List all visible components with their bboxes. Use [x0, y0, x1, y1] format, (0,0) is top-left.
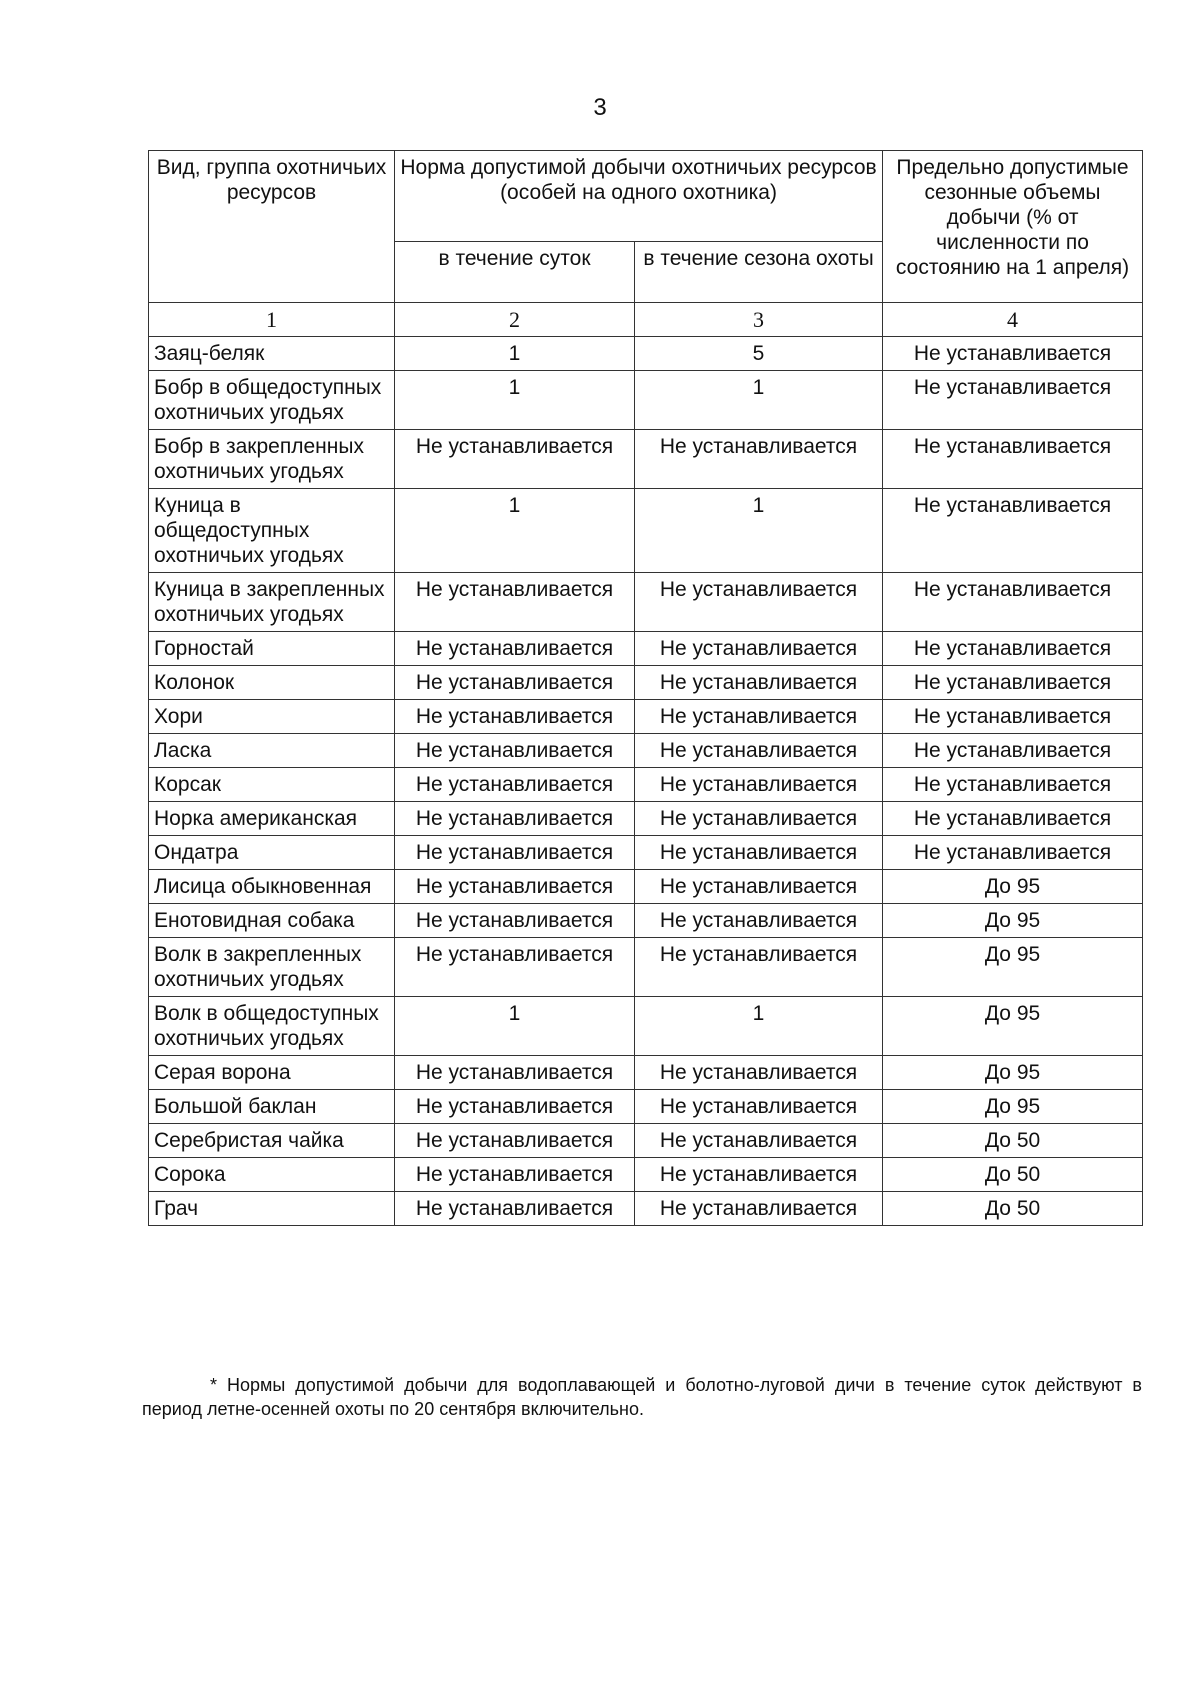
- seasonal-limit-cell: До 50: [883, 1192, 1143, 1226]
- species-cell: Енотовидная собака: [149, 904, 395, 938]
- table-row: [149, 768, 1143, 802]
- species-cell: Колонок: [149, 666, 395, 700]
- footnote: [142, 1373, 1142, 1421]
- per-season-cell: Не устанавливается: [635, 1192, 883, 1226]
- per-day-cell: Не устанавливается: [395, 700, 635, 734]
- table-row: [149, 904, 1143, 938]
- header-per-season: в течение сезона охоты: [635, 242, 883, 303]
- seasonal-limit-cell: Не устанавливается: [883, 573, 1143, 632]
- seasonal-limit-cell: До 95: [883, 870, 1143, 904]
- table-row: [149, 836, 1143, 870]
- column-number: 4: [883, 303, 1143, 337]
- species-cell: Горностай: [149, 632, 395, 666]
- per-season-cell: Не устанавливается: [635, 700, 883, 734]
- per-season-cell: Не устанавливается: [635, 734, 883, 768]
- species-cell: Куница в общедоступных охотничьих угодьях: [149, 489, 395, 573]
- per-season-cell: Не устанавливается: [635, 836, 883, 870]
- table-row: [149, 1056, 1143, 1090]
- per-season-cell: Не устанавливается: [635, 1090, 883, 1124]
- species-cell: Бобр в общедоступных охотничьих угодьях: [149, 371, 395, 430]
- table-row: [149, 573, 1143, 632]
- species-cell: Лисица обыкновенная: [149, 870, 395, 904]
- table-row: [149, 802, 1143, 836]
- header-species: Вид, группа охотничьих ресурсов: [149, 151, 395, 303]
- seasonal-limit-cell: Не устанавливается: [883, 371, 1143, 430]
- species-cell: Корсак: [149, 768, 395, 802]
- seasonal-limit-cell: До 50: [883, 1124, 1143, 1158]
- per-day-cell: 1: [395, 371, 635, 430]
- per-season-cell: Не устанавливается: [635, 870, 883, 904]
- table-row: [149, 1090, 1143, 1124]
- table-row: [149, 371, 1143, 430]
- table-row: [149, 700, 1143, 734]
- seasonal-limit-cell: До 95: [883, 1056, 1143, 1090]
- species-cell: Серебристая чайка: [149, 1124, 395, 1158]
- species-cell: Грач: [149, 1192, 395, 1226]
- per-day-cell: Не устанавливается: [395, 1090, 635, 1124]
- seasonal-limit-cell: До 95: [883, 997, 1143, 1056]
- species-cell: Серая ворона: [149, 1056, 395, 1090]
- per-day-cell: Не устанавливается: [395, 904, 635, 938]
- per-season-cell: Не устанавливается: [635, 1158, 883, 1192]
- seasonal-limit-cell: Не устанавливается: [883, 768, 1143, 802]
- column-number: 3: [635, 303, 883, 337]
- seasonal-limit-cell: До 95: [883, 938, 1143, 997]
- per-season-cell: Не устанавливается: [635, 1056, 883, 1090]
- per-day-cell: Не устанавливается: [395, 734, 635, 768]
- header-seasonal-limit: Предельно допустимые сезонные объемы добычи (% от численности по состоянию на 1 апреля): [883, 151, 1143, 303]
- species-cell: Бобр в закрепленных охотничьих угодьях: [149, 430, 395, 489]
- per-day-cell: Не устанавливается: [395, 666, 635, 700]
- per-day-cell: Не устанавливается: [395, 938, 635, 997]
- seasonal-limit-cell: До 50: [883, 1158, 1143, 1192]
- species-cell: Заяц-беляк: [149, 337, 395, 371]
- per-season-cell: Не устанавливается: [635, 768, 883, 802]
- per-day-cell: 1: [395, 489, 635, 573]
- per-day-cell: Не устанавливается: [395, 632, 635, 666]
- seasonal-limit-cell: До 95: [883, 1090, 1143, 1124]
- species-cell: Хори: [149, 700, 395, 734]
- table-row: [149, 997, 1143, 1056]
- seasonal-limit-cell: Не устанавливается: [883, 632, 1143, 666]
- header-norm: Норма допустимой добычи охотничьих ресурсов (особей на одного охотника): [395, 151, 883, 242]
- species-cell: Ондатра: [149, 836, 395, 870]
- table-row: [149, 337, 1143, 371]
- table-row: [149, 430, 1143, 489]
- seasonal-limit-cell: Не устанавливается: [883, 489, 1143, 573]
- per-day-cell: 1: [395, 997, 635, 1056]
- table-row: [149, 1124, 1143, 1158]
- per-day-cell: Не устанавливается: [395, 870, 635, 904]
- seasonal-limit-cell: Не устанавливается: [883, 836, 1143, 870]
- per-day-cell: Не устанавливается: [395, 573, 635, 632]
- per-season-cell: Не устанавливается: [635, 904, 883, 938]
- table-row: [149, 734, 1143, 768]
- seasonal-limit-cell: Не устанавливается: [883, 802, 1143, 836]
- species-cell: Волк в общедоступных охотничьих угодьях: [149, 997, 395, 1056]
- species-cell: Волк в закрепленных охотничьих угодьях: [149, 938, 395, 997]
- column-number: 2: [395, 303, 635, 337]
- per-day-cell: Не устанавливается: [395, 1124, 635, 1158]
- per-season-cell: 5: [635, 337, 883, 371]
- table-row: [149, 489, 1143, 573]
- seasonal-limit-cell: Не устанавливается: [883, 666, 1143, 700]
- table-row: [149, 870, 1143, 904]
- species-cell: Сорока: [149, 1158, 395, 1192]
- per-season-cell: Не устанавливается: [635, 632, 883, 666]
- column-number: 1: [149, 303, 395, 337]
- header-per-day: в течение суток: [395, 242, 635, 303]
- per-day-cell: Не устанавливается: [395, 1158, 635, 1192]
- per-season-cell: Не устанавливается: [635, 666, 883, 700]
- species-cell: Куница в закрепленных охотничьих угодьях: [149, 573, 395, 632]
- per-day-cell: Не устанавливается: [395, 836, 635, 870]
- column-number-row: [149, 303, 1143, 337]
- seasonal-limit-cell: Не устанавливается: [883, 337, 1143, 371]
- species-cell: Ласка: [149, 734, 395, 768]
- per-season-cell: Не устанавливается: [635, 430, 883, 489]
- seasonal-limit-cell: До 95: [883, 904, 1143, 938]
- table-row: [149, 666, 1143, 700]
- seasonal-limit-cell: Не устанавливается: [883, 430, 1143, 489]
- footnote-text: * Нормы допустимой добычи для водоплавающей и болотно-луговой дичи в течение суток действуют в период летне-осенней охоты по 20 сентября включительно.: [142, 1375, 1142, 1419]
- page-number: 3: [593, 94, 607, 121]
- per-day-cell: Не устанавливается: [395, 1056, 635, 1090]
- per-season-cell: 1: [635, 489, 883, 573]
- species-cell: Норка американская: [149, 802, 395, 836]
- per-season-cell: 1: [635, 997, 883, 1056]
- species-cell: Большой баклан: [149, 1090, 395, 1124]
- hunting-norms-table: [148, 150, 1143, 1226]
- per-day-cell: Не устанавливается: [395, 768, 635, 802]
- table-row: [149, 632, 1143, 666]
- seasonal-limit-cell: Не устанавливается: [883, 700, 1143, 734]
- per-season-cell: 1: [635, 371, 883, 430]
- table-row: [149, 1192, 1143, 1226]
- header-row-1: [149, 151, 1143, 242]
- per-day-cell: Не устанавливается: [395, 1192, 635, 1226]
- table-row: [149, 938, 1143, 997]
- per-season-cell: Не устанавливается: [635, 1124, 883, 1158]
- seasonal-limit-cell: Не устанавливается: [883, 734, 1143, 768]
- per-season-cell: Не устанавливается: [635, 573, 883, 632]
- per-day-cell: Не устанавливается: [395, 430, 635, 489]
- per-season-cell: Не устанавливается: [635, 802, 883, 836]
- per-day-cell: Не устанавливается: [395, 802, 635, 836]
- table-row: [149, 1158, 1143, 1192]
- per-day-cell: 1: [395, 337, 635, 371]
- per-season-cell: Не устанавливается: [635, 938, 883, 997]
